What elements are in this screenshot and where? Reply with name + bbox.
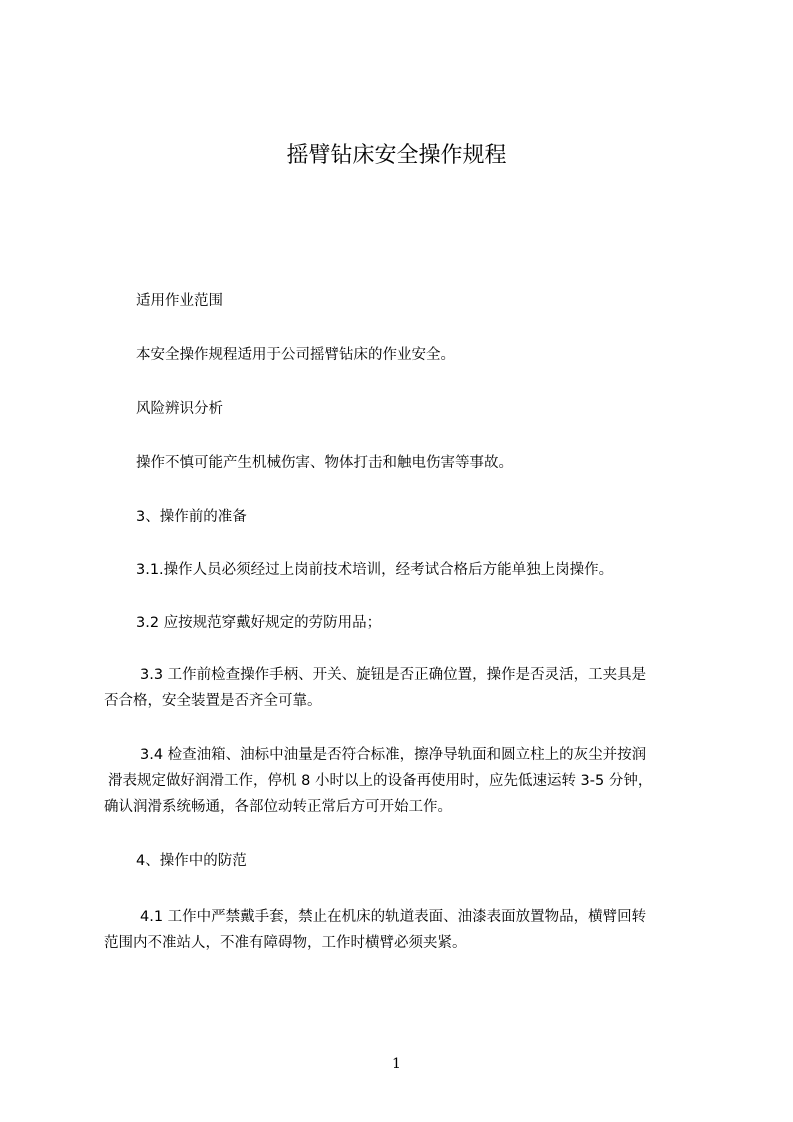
paragraph-line: 本安全操作规程适用于公司摇臂钻床的作业安全。 <box>136 347 455 363</box>
section-3-heading <box>104 504 704 530</box>
paragraph-line: 范围内不准站人，不准有障碍物，工作时横臂必须夹紧。 <box>104 935 467 951</box>
paragraph-line: 否合格，安全装置是否齐全可靠。 <box>104 693 322 709</box>
paragraph-3-1 <box>104 557 704 583</box>
paragraph-line: 3.4 检查油箱、油标中油量是否符合标准，擦净导轨面和圆立柱上的灰尘并按润 <box>140 747 647 763</box>
page-number: 1 <box>392 1056 401 1072</box>
paragraph-line: 4.1 工作中严禁戴手套，禁止在机床的轨道表面、油漆表面放置物品，横臂回转 <box>140 909 647 925</box>
paragraph-scope-heading <box>104 288 704 314</box>
paragraph-risk-heading <box>104 396 704 422</box>
document-title: 摇臂钻床安全操作规程 <box>286 143 507 168</box>
paragraph-4-1 <box>104 904 704 956</box>
paragraph-line: 3.1.操作人员必须经过上岗前技术培训，经考试合格后方能单独上岗操作。 <box>136 562 614 578</box>
paragraph-line: 3.3 工作前检查操作手柄、开关、旋钮是否正确位置，操作是否灵活，工夹具是 <box>140 667 647 683</box>
paragraph-line: 4、操作中的防范 <box>136 853 247 869</box>
paragraph-risk-text <box>104 450 704 476</box>
section-4-heading <box>104 848 704 874</box>
paragraph-line: 3.2 应按规范穿戴好规定的劳防用品； <box>136 615 382 631</box>
paragraph-line: 滑表规定做好润滑工作，停机 8 小时以上的设备再使用时，应先低速运转 3-5 分钟， <box>108 773 653 789</box>
paragraph-3-2 <box>104 610 704 636</box>
paragraph-line: 确认润滑系统畅通，各部位动转正常后方可开始工作。 <box>104 799 452 815</box>
paragraph-3-3 <box>104 662 704 714</box>
paragraph-3-4 <box>104 742 704 820</box>
paragraph-scope-text <box>104 342 704 368</box>
paragraph-line: 操作不慎可能产生机械伤害、物体打击和触电伤害等事故。 <box>136 455 513 471</box>
paragraph-line: 适用作业范围 <box>136 293 223 309</box>
paragraph-line: 风险辨识分析 <box>136 401 223 417</box>
paragraph-line: 3、操作前的准备 <box>136 509 247 525</box>
